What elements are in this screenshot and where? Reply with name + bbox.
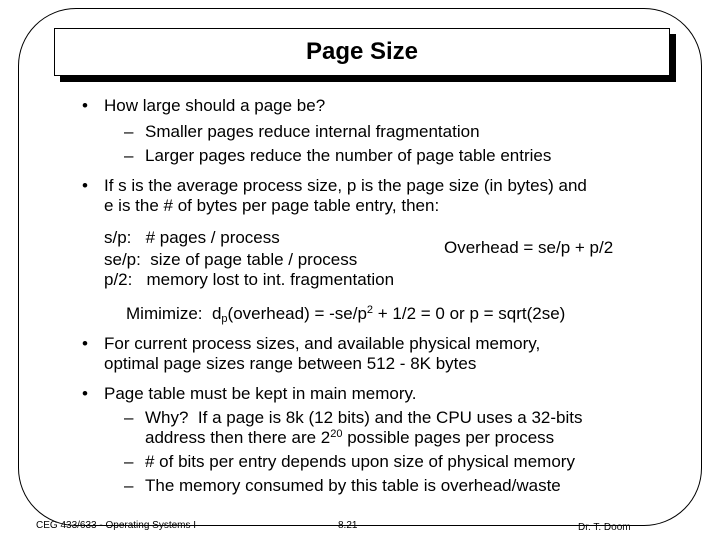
bullet-2-line-1: If s is the average process size, p is the page size (in bytes) and	[104, 176, 587, 195]
minimize-formula	[126, 304, 565, 324]
bullet-4-sub-1-line-2	[145, 428, 554, 448]
bullet-4-sub-3: The memory consumed by this table is overhead/waste	[145, 476, 561, 495]
bullet-4-dash-3: –	[124, 476, 134, 495]
bullet-2-line-2: e is the # of bytes per page table entry, then:	[104, 196, 440, 215]
def-row-3: p/2: memory lost to int. fragmentation	[104, 270, 395, 289]
bullet-1-glyph: •	[82, 96, 88, 115]
bullet-4-glyph: •	[82, 384, 88, 403]
bullet-3-line-1: For current process sizes, and available physical memory,	[104, 334, 541, 353]
footer-course: CEG 433/633 - Operating Systems I	[36, 520, 197, 531]
def-row-2: se/p: size of page table / process	[104, 250, 358, 269]
def-row-1: s/p: # pages / process	[104, 228, 280, 247]
bullet-4-sub-2: # of bits per entry depends upon size of physical memory	[145, 452, 575, 471]
bullet-4-sub-1-line-2-sup: 20	[330, 428, 343, 440]
bullet-2-glyph: •	[82, 176, 88, 195]
minimize-mid: (overhead) = -se/p	[227, 304, 367, 323]
bullet-1-dash-2: –	[124, 146, 134, 165]
bullet-1-sub-2: Larger pages reduce the number of page table entries	[145, 146, 552, 165]
minimize-sub: p	[221, 313, 228, 325]
bullet-4-sub-1-line-1: Why? If a page is 8k (12 bits) and the CPU uses a 32-bits	[145, 408, 583, 427]
bullet-3-glyph: •	[82, 334, 88, 353]
footer-author: Dr. T. Doom	[578, 522, 631, 533]
bullet-3-line-2: optimal page sizes range between 512 - 8K bytes	[104, 354, 477, 373]
bullet-4-text: Page table must be kept in main memory.	[104, 384, 417, 403]
bullet-4-sub-1-line-2-post: possible pages per process	[342, 428, 555, 447]
slide-title: Page Size	[54, 28, 670, 76]
bullet-4-dash-2: –	[124, 452, 134, 471]
bullet-1-dash-1: –	[124, 122, 134, 141]
minimize-post: + 1/2 = 0 or p = sqrt(2se)	[373, 304, 566, 323]
bullet-4-sub-1-line-2-pre: address then there are 2	[145, 428, 331, 447]
minimize-sup: 2	[366, 304, 374, 316]
bullet-1-text: How large should a page be?	[104, 96, 326, 115]
footer-page-number: 8.21	[338, 520, 358, 531]
bullet-1-sub-1: Smaller pages reduce internal fragmentation	[145, 122, 480, 141]
bullet-4-dash-1: –	[124, 408, 134, 427]
overhead-formula: Overhead = se/p + p/2	[444, 238, 614, 257]
minimize-pre: Mimimize: d	[126, 304, 222, 323]
